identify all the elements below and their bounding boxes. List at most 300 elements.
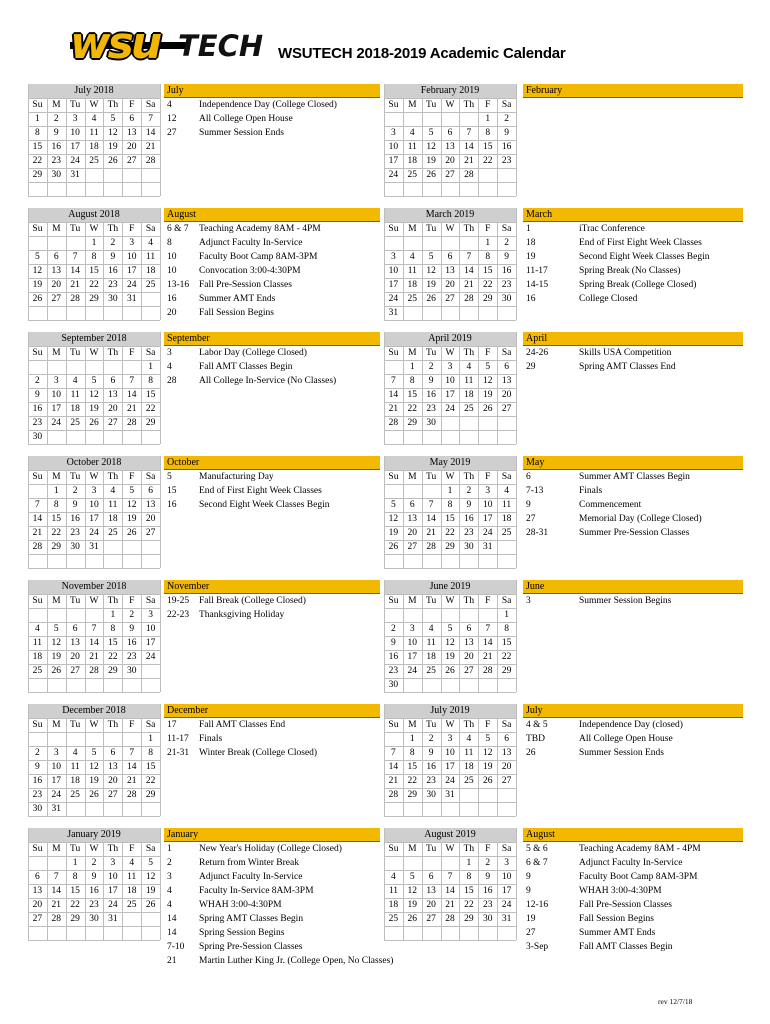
- weekday-label: Su: [388, 720, 399, 730]
- day-cell: [122, 540, 141, 554]
- day-cell: [478, 430, 497, 444]
- event-description: All College Open House: [579, 734, 673, 744]
- day-cell: 28: [126, 790, 137, 800]
- event-row: [164, 278, 380, 292]
- event-row: [523, 594, 743, 608]
- day-cell: 18: [126, 886, 137, 896]
- event-description: Fall Session Begins: [199, 308, 274, 318]
- day-cell: 16: [464, 514, 474, 524]
- event-description: All College In-Service (No Classes): [199, 376, 337, 386]
- day-cell: 31: [445, 790, 455, 800]
- event-date: 3: [167, 872, 172, 882]
- day-cell: [478, 168, 497, 182]
- month-calendar: [28, 332, 160, 444]
- grid-line: [384, 580, 385, 594]
- grid-line: [384, 456, 385, 470]
- day-cell: 27: [32, 914, 43, 924]
- day-cell: 16: [51, 142, 62, 152]
- day-cell: 31: [501, 914, 512, 924]
- grid-line: [384, 402, 516, 403]
- weekday-label: W: [445, 348, 455, 358]
- day-cell: 31: [89, 542, 99, 552]
- day-cell: 7: [466, 128, 472, 138]
- day-cell: 18: [70, 776, 80, 786]
- day-cell: 16: [482, 886, 493, 896]
- day-cell: [28, 360, 47, 374]
- day-cell: 25: [407, 170, 418, 180]
- day-cell: 31: [51, 804, 62, 814]
- grid-line: [28, 498, 160, 499]
- day-cell: 5: [428, 252, 434, 262]
- weekday-label: Sa: [501, 224, 512, 234]
- event-row: [523, 856, 743, 870]
- grid-line: [384, 416, 516, 417]
- weekday-label: F: [485, 720, 491, 730]
- day-cell: 20: [126, 142, 137, 152]
- grid-line: [384, 444, 516, 445]
- day-cell: [103, 678, 122, 692]
- event-row: [164, 250, 380, 264]
- day-cell: 21: [388, 776, 399, 786]
- weekday-label: Th: [463, 348, 475, 358]
- month-calendar: [384, 332, 516, 444]
- day-cell: 6: [110, 748, 116, 758]
- grid-line: [28, 222, 160, 223]
- grid-line: [384, 802, 516, 803]
- grid-line: [28, 208, 29, 222]
- day-cell: 28: [388, 790, 399, 800]
- day-cell: 12: [426, 266, 436, 276]
- day-cell: 12: [426, 142, 436, 152]
- weekday-label: Tu: [426, 224, 437, 234]
- day-cell: 20: [108, 404, 118, 414]
- day-cell: [85, 732, 104, 746]
- month-block: [0, 580, 770, 704]
- grid-line: [28, 816, 160, 817]
- day-cell: [441, 430, 460, 444]
- day-cell: 10: [51, 762, 62, 772]
- day-cell: 11: [108, 500, 118, 510]
- event-row: [523, 292, 743, 306]
- grid-line: [384, 842, 516, 843]
- day-cell: 7: [447, 872, 453, 882]
- event-description: Fall AMT Classes Begin: [199, 362, 293, 372]
- day-cell: 29: [51, 542, 62, 552]
- day-cell: [459, 788, 478, 802]
- event-row: [164, 608, 380, 622]
- day-cell: 6: [148, 486, 153, 496]
- day-cell: 29: [70, 914, 80, 924]
- event-description: Fall Pre-Session Classes: [199, 280, 292, 290]
- event-row: [523, 746, 743, 760]
- day-cell: [28, 182, 47, 196]
- day-cell: 12: [89, 762, 99, 772]
- day-cell: 10: [51, 390, 62, 400]
- day-cell: [103, 168, 122, 182]
- day-cell: 2: [53, 114, 59, 124]
- grid-line: [160, 346, 161, 444]
- grid-line: [28, 430, 160, 431]
- day-cell: 25: [126, 900, 137, 910]
- day-cell: 22: [407, 404, 418, 414]
- event-date: 19: [526, 252, 536, 262]
- day-cell: 3: [504, 858, 509, 868]
- weekday-label: Tu: [70, 596, 81, 606]
- event-row: [164, 870, 380, 884]
- day-cell: 26: [482, 776, 493, 786]
- day-cell: 3: [391, 128, 396, 138]
- event-row: [523, 484, 743, 498]
- event-description: Spring AMT Classes End: [579, 362, 676, 372]
- weekday-label: Tu: [70, 224, 81, 234]
- day-cell: 17: [445, 390, 455, 400]
- day-cell: 26: [445, 666, 455, 676]
- grid-line: [384, 332, 385, 346]
- day-cell: 5: [409, 872, 415, 882]
- event-date: 5: [167, 472, 172, 482]
- day-cell: 2: [466, 486, 472, 496]
- day-cell: 6: [72, 624, 78, 634]
- weekday-label: Th: [463, 720, 475, 730]
- grid-line: [384, 774, 516, 775]
- day-cell: 1: [409, 734, 415, 744]
- day-cell: 20: [51, 280, 62, 290]
- day-cell: 21: [445, 900, 455, 910]
- day-cell: 25: [501, 528, 512, 538]
- day-cell: [141, 664, 160, 678]
- day-cell: 30: [426, 418, 436, 428]
- day-cell: 19: [482, 762, 493, 772]
- event-description: Martin Luther King Jr. (College Open, No Classes): [199, 956, 394, 966]
- day-cell: [103, 182, 122, 196]
- event-description: Summer AMT Ends: [579, 928, 656, 938]
- day-cell: 27: [126, 156, 137, 166]
- grid-line: [28, 98, 160, 99]
- event-date: 3: [526, 596, 531, 606]
- grid-line: [384, 430, 516, 431]
- grid-line: [384, 732, 516, 733]
- event-date: 18: [526, 238, 536, 248]
- grid-line: [384, 554, 516, 555]
- grid-line: [160, 222, 161, 320]
- day-cell: 26: [426, 294, 436, 304]
- month-calendar: [28, 456, 160, 568]
- day-cell: [403, 678, 422, 692]
- day-cell: [459, 554, 478, 568]
- grid-line: [28, 580, 29, 594]
- grid-line: [28, 388, 160, 389]
- weekday-label: M: [52, 224, 61, 234]
- day-cell: 25: [32, 666, 43, 676]
- day-cell: 27: [145, 528, 156, 538]
- event-row: [164, 884, 380, 898]
- event-description: Second Eight Week Classes Begin: [579, 252, 710, 262]
- event-row: [523, 718, 743, 732]
- day-cell: 20: [32, 900, 43, 910]
- grid-line: [28, 360, 160, 361]
- day-cell: [422, 182, 441, 196]
- day-cell: [459, 236, 478, 250]
- day-cell: 20: [407, 528, 418, 538]
- day-cell: 15: [32, 142, 43, 152]
- grid-line: [384, 650, 516, 651]
- day-cell: 13: [501, 748, 512, 758]
- day-cell: 21: [145, 142, 156, 152]
- day-cell: 20: [70, 652, 80, 662]
- grid-line: [516, 346, 517, 444]
- weekday-label: Su: [388, 844, 399, 854]
- day-cell: 2: [35, 748, 40, 758]
- day-cell: 9: [391, 638, 396, 648]
- event-row: [523, 512, 743, 526]
- day-cell: 29: [407, 418, 418, 428]
- day-cell: 8: [148, 748, 153, 758]
- day-cell: 8: [72, 872, 78, 882]
- day-cell: [66, 430, 85, 444]
- day-cell: 23: [426, 776, 436, 786]
- grid-line: [28, 154, 160, 155]
- day-cell: 3: [53, 748, 59, 758]
- month-name: November 2018: [28, 580, 160, 594]
- grid-line: [384, 526, 516, 527]
- weekday-label: F: [129, 472, 135, 482]
- wsu-tech-logo: [70, 18, 264, 72]
- day-cell: 18: [108, 514, 118, 524]
- event-row: [523, 236, 743, 250]
- day-cell: 7: [148, 114, 153, 124]
- grid-line: [384, 608, 516, 609]
- day-cell: 5: [53, 624, 59, 634]
- event-description: Summer Session Ends: [199, 128, 284, 138]
- day-cell: 10: [388, 266, 399, 276]
- event-description: Spring Session Begins: [199, 928, 285, 938]
- day-cell: 22: [89, 280, 99, 290]
- event-date: 19-25: [167, 596, 190, 606]
- day-cell: [85, 360, 104, 374]
- day-cell: 25: [70, 418, 80, 428]
- day-cell: [28, 678, 47, 692]
- day-cell: 29: [445, 542, 455, 552]
- day-cell: [122, 430, 141, 444]
- day-cell: 4: [504, 486, 509, 496]
- event-description: Adjunct Faculty In-Service: [199, 872, 303, 882]
- event-date: 14: [167, 928, 177, 938]
- weekday-label: M: [408, 224, 417, 234]
- month-block: [0, 704, 770, 828]
- day-cell: 12: [32, 266, 43, 276]
- grid-line: [28, 250, 160, 251]
- day-cell: 9: [35, 762, 40, 772]
- weekday-label: F: [129, 720, 135, 730]
- day-cell: 11: [70, 762, 80, 772]
- day-cell: 8: [447, 500, 453, 510]
- day-cell: 1: [35, 114, 40, 124]
- day-cell: 4: [35, 624, 40, 634]
- day-cell: 16: [70, 514, 80, 524]
- day-cell: 22: [108, 652, 118, 662]
- grid-line: [28, 774, 160, 775]
- month-name: February 2019: [384, 84, 516, 98]
- revision-note: rev 12/7/18: [658, 997, 693, 1006]
- weekday-label: Sa: [501, 348, 512, 358]
- day-cell: [28, 484, 47, 498]
- grid-line: [384, 374, 516, 375]
- weekday-label: Th: [107, 348, 119, 358]
- weekday-label: F: [485, 844, 491, 854]
- day-cell: [441, 926, 460, 940]
- day-cell: [441, 306, 460, 320]
- event-description: Summer Session Begins: [579, 596, 672, 606]
- month-name: January 2019: [28, 828, 160, 842]
- grid-line: [384, 250, 516, 251]
- event-date: 16: [167, 294, 177, 304]
- day-cell: 31: [108, 914, 118, 924]
- weekday-label: F: [129, 348, 135, 358]
- event-description: Teaching Academy 8AM - 4PM: [199, 224, 321, 234]
- day-cell: 22: [501, 652, 512, 662]
- weekday-label: Sa: [501, 100, 512, 110]
- day-cell: 7: [428, 500, 434, 510]
- day-cell: [422, 484, 441, 498]
- day-cell: 28: [426, 542, 436, 552]
- day-cell: [47, 360, 66, 374]
- day-cell: 5: [447, 624, 453, 634]
- day-cell: 12: [445, 638, 455, 648]
- day-cell: 12: [126, 500, 137, 510]
- day-cell: 11: [464, 748, 474, 758]
- day-cell: 15: [108, 638, 118, 648]
- day-cell: 5: [91, 376, 97, 386]
- day-cell: 16: [89, 886, 99, 896]
- day-cell: 28: [89, 666, 99, 676]
- day-cell: [478, 608, 497, 622]
- grid-line: [160, 704, 161, 718]
- grid-line: [160, 208, 161, 222]
- weekday-label: F: [129, 224, 135, 234]
- day-cell: 18: [464, 390, 474, 400]
- weekday-label: Tu: [70, 100, 81, 110]
- grid-line: [516, 470, 517, 568]
- day-cell: 8: [91, 252, 97, 262]
- grid-line: [160, 718, 161, 816]
- grid-line: [28, 692, 160, 693]
- day-cell: 16: [501, 266, 512, 276]
- day-cell: 18: [145, 266, 156, 276]
- weekday-label: Su: [32, 348, 43, 358]
- weekday-label: W: [89, 224, 99, 234]
- day-cell: [85, 678, 104, 692]
- day-cell: 14: [482, 638, 493, 648]
- day-cell: [478, 416, 497, 430]
- events-month-header: March: [523, 208, 743, 222]
- grid-line: [384, 292, 516, 293]
- day-cell: 22: [145, 776, 156, 786]
- weekday-label: Th: [463, 596, 475, 606]
- weekday-label: W: [445, 720, 455, 730]
- day-cell: 27: [51, 294, 62, 304]
- weekday-label: Tu: [426, 844, 437, 854]
- event-row: [164, 498, 380, 512]
- grid-line: [28, 168, 160, 169]
- day-cell: 27: [70, 666, 80, 676]
- day-cell: 24: [89, 528, 99, 538]
- day-cell: 8: [35, 128, 40, 138]
- day-cell: 4: [466, 734, 472, 744]
- day-cell: 15: [407, 390, 418, 400]
- day-cell: [141, 926, 160, 940]
- day-cell: 9: [466, 500, 472, 510]
- grid-line: [384, 692, 516, 693]
- day-cell: 11: [426, 638, 436, 648]
- day-cell: 24: [388, 170, 399, 180]
- day-cell: [141, 912, 160, 926]
- month-calendar: [28, 208, 160, 320]
- day-cell: [478, 926, 497, 940]
- grid-line: [384, 484, 516, 485]
- day-cell: 12: [145, 872, 156, 882]
- day-cell: [403, 484, 422, 498]
- grid-line: [384, 222, 516, 223]
- day-cell: 15: [407, 762, 418, 772]
- month-calendar: [384, 580, 516, 692]
- month-block: [0, 332, 770, 456]
- event-description: Independence Day (closed): [579, 720, 683, 730]
- event-row: [164, 264, 380, 278]
- day-cell: [122, 912, 141, 926]
- day-cell: [47, 430, 66, 444]
- day-cell: 21: [32, 528, 43, 538]
- event-description: Spring Break (College Closed): [579, 280, 697, 290]
- day-cell: 14: [145, 128, 156, 138]
- day-cell: [47, 608, 66, 622]
- day-cell: 3: [110, 858, 116, 868]
- grid-line: [28, 746, 160, 747]
- day-cell: 25: [388, 914, 399, 924]
- day-cell: 21: [126, 404, 137, 414]
- event-row: [523, 346, 743, 360]
- day-cell: 1: [148, 734, 153, 744]
- event-date: 21-31: [167, 748, 190, 758]
- day-cell: 30: [501, 294, 512, 304]
- day-cell: 10: [445, 376, 455, 386]
- day-cell: 2: [504, 114, 509, 124]
- day-cell: 13: [445, 266, 455, 276]
- event-description: Spring Break (No Classes): [579, 266, 681, 276]
- day-cell: 13: [126, 128, 137, 138]
- day-cell: 11: [89, 128, 99, 138]
- weekday-label: Sa: [145, 472, 156, 482]
- day-cell: [66, 926, 85, 940]
- event-date: 4 & 5: [526, 720, 548, 730]
- event-date: 19: [526, 914, 536, 924]
- weekday-label: M: [52, 100, 61, 110]
- day-cell: [66, 236, 85, 250]
- day-cell: 4: [409, 252, 415, 262]
- day-cell: [478, 554, 497, 568]
- event-date: 5 & 6: [526, 844, 548, 854]
- weekday-label: Su: [32, 472, 43, 482]
- event-row: [164, 306, 380, 320]
- day-cell: 29: [464, 914, 474, 924]
- event-date: 13-16: [167, 280, 190, 290]
- event-row: [164, 98, 380, 112]
- day-cell: 10: [501, 872, 512, 882]
- weekday-label: Sa: [145, 844, 156, 854]
- event-description: End of First Eight Week Classes: [199, 486, 322, 496]
- grid-line: [28, 332, 29, 346]
- month-name: August 2018: [28, 208, 160, 222]
- grid-line: [384, 236, 516, 237]
